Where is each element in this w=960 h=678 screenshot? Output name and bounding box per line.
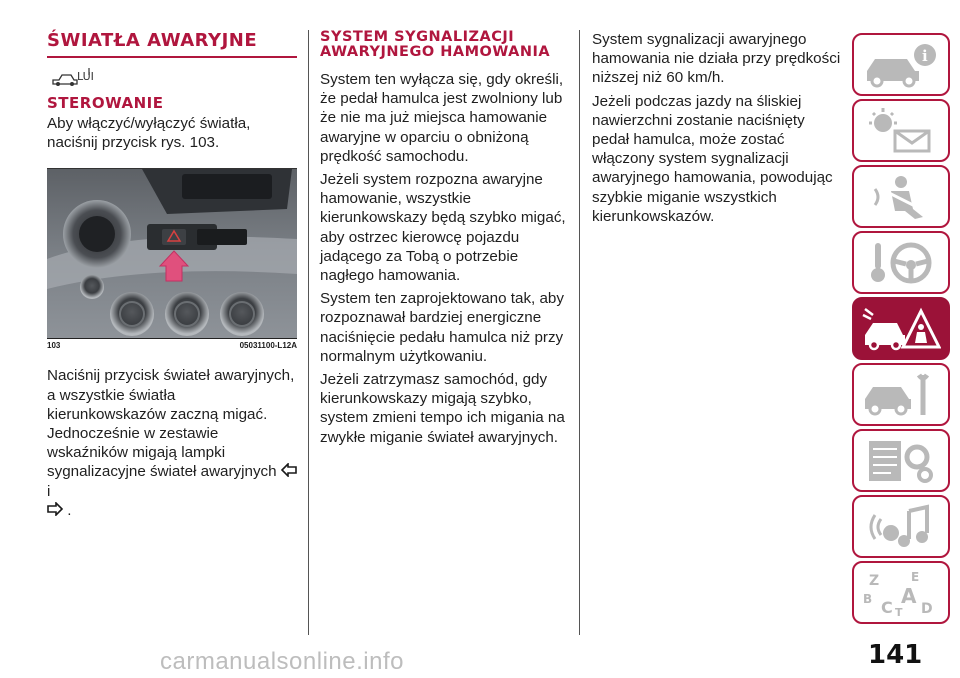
tab-emergency[interactable] [852, 297, 950, 360]
right-paragraph: Jeżeli podczas jazdy na śliskiej nawierzchni zostanie naciśnięty pedał hamulca, może zostać włączony system sygnalizacji awaryjnego hamowania, powodując szybkie miganie wszystkich kierunkowskazów. [592, 92, 833, 225]
tab-car-info[interactable] [852, 33, 950, 96]
hazard-paragraph-and: i [47, 483, 51, 500]
car-maintenance-icon [861, 371, 941, 419]
section-title: ŚWIATŁA AWARYJNE [47, 30, 297, 58]
svg-text:LUI: LUI [77, 70, 94, 83]
subheading: STEROWANIE [47, 94, 164, 112]
index-letter: Z [869, 572, 880, 589]
index-letter: T [895, 605, 903, 617]
right-text [592, 30, 842, 226]
car-info-icon [861, 41, 941, 89]
intro-text: Aby włączyć/wyłączyć światła, naciśnij przycisk rys. 103. [47, 115, 251, 152]
left-arrow-icon [281, 463, 297, 482]
ebs-text [320, 70, 570, 447]
technical-data-icon [861, 437, 941, 485]
column-divider [308, 30, 309, 635]
right-arrow-icon [47, 502, 63, 521]
car-emergency-icon [861, 305, 941, 353]
tab-multimedia[interactable] [852, 495, 950, 558]
hazard-paragraph [47, 366, 297, 520]
ebs-paragraph: Jeżeli zatrzymasz samochód, gdy kierunkowskazy migają szybko, system zmieni tempo ich migania na zwykłe miganie świateł awaryjnych. [320, 371, 565, 446]
steering-wheel-icon [861, 239, 941, 287]
index-letter: A [901, 583, 917, 608]
tab-maintenance[interactable] [852, 363, 950, 426]
hazard-paragraph-text: Naciśnij przycisk świateł awaryjnych, a wszystkie światła kierunkowskazów zaczną migać. Jednocześnie w zestawie wskaźników migają lampki sygnalizacyjne świateł awaryjnych [47, 367, 295, 481]
tab-technical-data[interactable] [852, 429, 950, 492]
tab-starting[interactable] [852, 231, 950, 294]
index-letter: C [881, 597, 893, 617]
seat-safety-icon [861, 173, 941, 221]
ebs-paragraph: System ten zaprojektowano tak, aby rozpoznawał bardziej energiczne naciśnięcie pedału hamulca niż przy normalnym użytkowaniu. [320, 290, 564, 365]
figure-103-image [47, 168, 297, 338]
ebs-paragraph: Jeżeli system rozpozna awaryjne hamowanie, wszystkie kierunkowskazy będą szybko migać, aby ostrzec kierowcę pojazdu jadącego za Tobą o potrzebie nagłego hamowania. [320, 171, 566, 285]
watermark: carmanualsonline.info [160, 648, 404, 675]
figure-caption [47, 338, 297, 350]
tab-safety[interactable] [852, 165, 950, 228]
hazard-paragraph-end: . [67, 502, 72, 520]
right-paragraph: System sygnalizacji awaryjnego hamowania nie działa przy prędkości niższej niż 60 km/h. [592, 31, 841, 87]
index-letters-icon [861, 569, 941, 617]
ebs-heading: SYSTEM SYGNALIZACJI AWARYJNEGO HAMOWANIA [320, 29, 551, 60]
index-letter: E [911, 569, 920, 584]
middle-column [320, 30, 570, 451]
hazard-mode-icon [49, 66, 297, 88]
chapter-tabs [852, 33, 950, 627]
figure-code: 05031100-L12A [239, 341, 297, 351]
ebs-paragraph: System ten wyłącza się, gdy określi, że pedał hamulca jest zwolniony lub że nie ma już miejsca hamowanie awaryjne w oparciu o obniżoną prędkość samochodu. [320, 71, 564, 165]
page-number: 141 [868, 640, 923, 670]
figure-number: 103 [47, 341, 61, 351]
multimedia-icon [861, 503, 941, 551]
tab-dashboard[interactable] [852, 99, 950, 162]
right-column [592, 30, 842, 230]
index-letter: D [921, 600, 933, 617]
left-column [47, 30, 297, 521]
column-divider [579, 30, 580, 635]
dashboard-warning-icon [861, 107, 941, 155]
index-letter: B [863, 591, 873, 606]
svg-text:i: i [922, 46, 928, 65]
tab-index[interactable] [852, 561, 950, 624]
